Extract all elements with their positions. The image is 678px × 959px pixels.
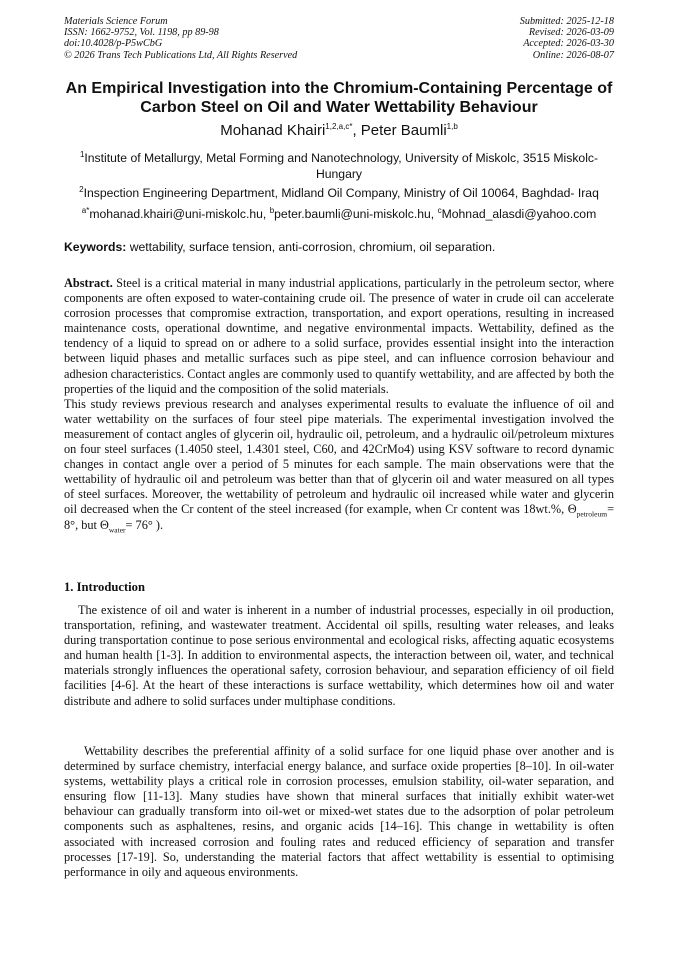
theta-petroleum-subscript: petroleum (576, 509, 608, 519)
author-2-name: Peter Baumli (360, 122, 447, 139)
paper-title (52, 79, 626, 117)
email-a[interactable]: mohanad.khairi@uni-miskolc.hu, (89, 207, 270, 221)
affiliation-2-mark: 2 (79, 184, 84, 194)
title-line-2: Carbon Steel on Oil and Water Wettability Behaviour (140, 99, 538, 116)
email-b[interactable]: peter.baumli@uni-miskolc.hu, (274, 207, 438, 221)
intro-text-1: The existence of oil and water is inherent in a number of industrial processes, especially in oil production, transportation, refining, and wastewater treatment. Accidental oil spills, resulting water releases, and leaks during transportation continue to pose serious environmental and ecological risks, affecting aquatic ecosystems and human health [1-3]. In addition to environmental aspects, the interaction between oil, water, and technical materials strongly influences the operational safety, corrosion behaviour, and separation efficiency of oil field facilities [4-6]. At the heart of these interactions is surface wettability, which determines how oil and water distribute and adhere to solid surfaces under multiphase conditions. (64, 603, 614, 708)
author-list (52, 122, 626, 140)
copyright-line: © 2026 Trans Tech Publications Ltd, All Rights Reserved (64, 49, 298, 61)
author-2-affiliation-marks: 1,b (446, 122, 458, 131)
affiliation-2 (64, 185, 614, 201)
email-a-mark: a* (81, 205, 90, 215)
title-line-1: An Empirical Investigation into the Chromium-Containing Percentage of (65, 80, 613, 97)
email-c-mark: c (437, 205, 442, 215)
email-line (64, 206, 614, 222)
email-c[interactable]: Mohnad_alasdi@yahoo.com (441, 207, 597, 221)
affiliation-1-text: Institute of Metallurgy, Metal Forming and Nanotechnology, University of Miskolc, 3515 Miskolc- Hungary (84, 151, 599, 181)
accepted-date: Accepted: 2026-03-30 (523, 38, 614, 50)
intro-paragraph-2 (64, 744, 614, 880)
abstract-text-2-end: = 76° ). (125, 517, 164, 532)
revised-date: Revised: 2026-03-09 (528, 27, 614, 39)
author-1-affiliation-marks: 1,2,a,c* (325, 122, 353, 131)
issn-line: ISSN: 1662-9752, Vol. 1198, pp 89-98 (64, 27, 219, 39)
theta-water-subscript: water (108, 524, 126, 534)
abstract-text-2: This study reviews previous research and analyses experimental results to evaluate the influence of oil and water wettability on the surfaces of four steel pipe materials. The experimental investigation involved the measurement of contact angles of glycerin oil, hydraulic oil, petroleum, and a hydraulic oil/petroleum mixtures on four steel surfaces (1.4050 steel, 1.4301 steel, C60, and 42CrMo4) using KSV software to record dynamic changes in contact angle over a period of 5 minutes for each sample. The main observations were that the wettability of hydraulic oil and petroleum was better than that of glycerin oil and water measured on all types of steel surfaces. Moreover, the wettability of petroleum and hydraulic oil increased while water and glycerin oil decreased when the Cr content of the steel increased (for example, when Cr content was 18wt.%, Θ (64, 396, 614, 517)
submitted-date: Submitted: 2025-12-18 (519, 16, 614, 27)
online-date: Online: 2026-08-07 (532, 49, 614, 61)
journal-name: Materials Science Forum (64, 16, 168, 27)
journal-header-left (64, 16, 297, 61)
abstract-text-2-mid: = 8°, but Θ (64, 502, 614, 532)
section-heading-introduction: 1. Introduction (64, 580, 145, 594)
abstract-paragraph-1 (64, 276, 614, 397)
email-b-mark: b (269, 205, 275, 215)
intro-paragraph-1 (64, 603, 614, 709)
affiliation-2-text: Inspection Engineering Department, Midland Oil Company, Ministry of Oil 10064, Baghdad- Iraq (83, 186, 599, 200)
doi-line[interactable]: doi:10.4028/p-P5wCbG (64, 38, 163, 50)
keywords-label: Keywords: (64, 240, 127, 254)
affiliation-1 (64, 150, 614, 182)
keywords (64, 240, 614, 255)
author-1-name: Mohanad Khairi (220, 122, 326, 139)
keywords-text: wettability, surface tension, anti-corrosion, chromium, oil separation. (126, 240, 496, 254)
abstract-section (64, 276, 614, 533)
abstract-text-1: Steel is a critical material in many industrial applications, particularly in the petroleum sector, where components are often exposed to water-containing crude oil. The presence of water in crude oil can accelerate corrosion processes that compromise extraction, transportation, and export operations, resulting in increased maintenance costs, operational downtime, and negative environmental impacts. Wettability, defined as the tendency of a liquid to spread on or adhere to a solid surface, provides essential insight into the interaction between liquid phases and metallic surfaces such as pipe steel, and can influence corrosion behaviour and adhesion characteristics. Contact angles are commonly used to quantify wettability, and are affected by both the properties of the liquid and the composition of the solid materials. (64, 276, 614, 396)
journal-header-right (520, 16, 614, 61)
intro-text-2: Wettability describes the preferential affinity of a solid surface for one liquid phase over another and is determined by surface chemistry, interfacial energy balance, and surface oxide properties [8–10]. In oil-water systems, wettability plays a critical role in corrosion processes, emulsion stability, oil-water separation, and ensuring flow [11-13]. Many studies have shown that mineral surfaces that initially exhibit water-wet behaviour can gradually transform into oil-wet or mixed-wet states due to the adsorption of polar petroleum components such as asphaltenes, resins, and organic acids [14–16]. This change in wettability is often associated with increased corrosion and fouling rates and reduced efficiency of separation and transfer processes [17-19]. So, understanding the material factors that affect wettability is essential to optimising performance in oily and aqueous environments. (64, 744, 614, 879)
abstract-paragraph-2 (64, 397, 614, 533)
author-separator: , (352, 122, 361, 139)
affiliation-1-mark: 1 (79, 149, 85, 159)
abstract-label: Abstract. (64, 276, 113, 290)
